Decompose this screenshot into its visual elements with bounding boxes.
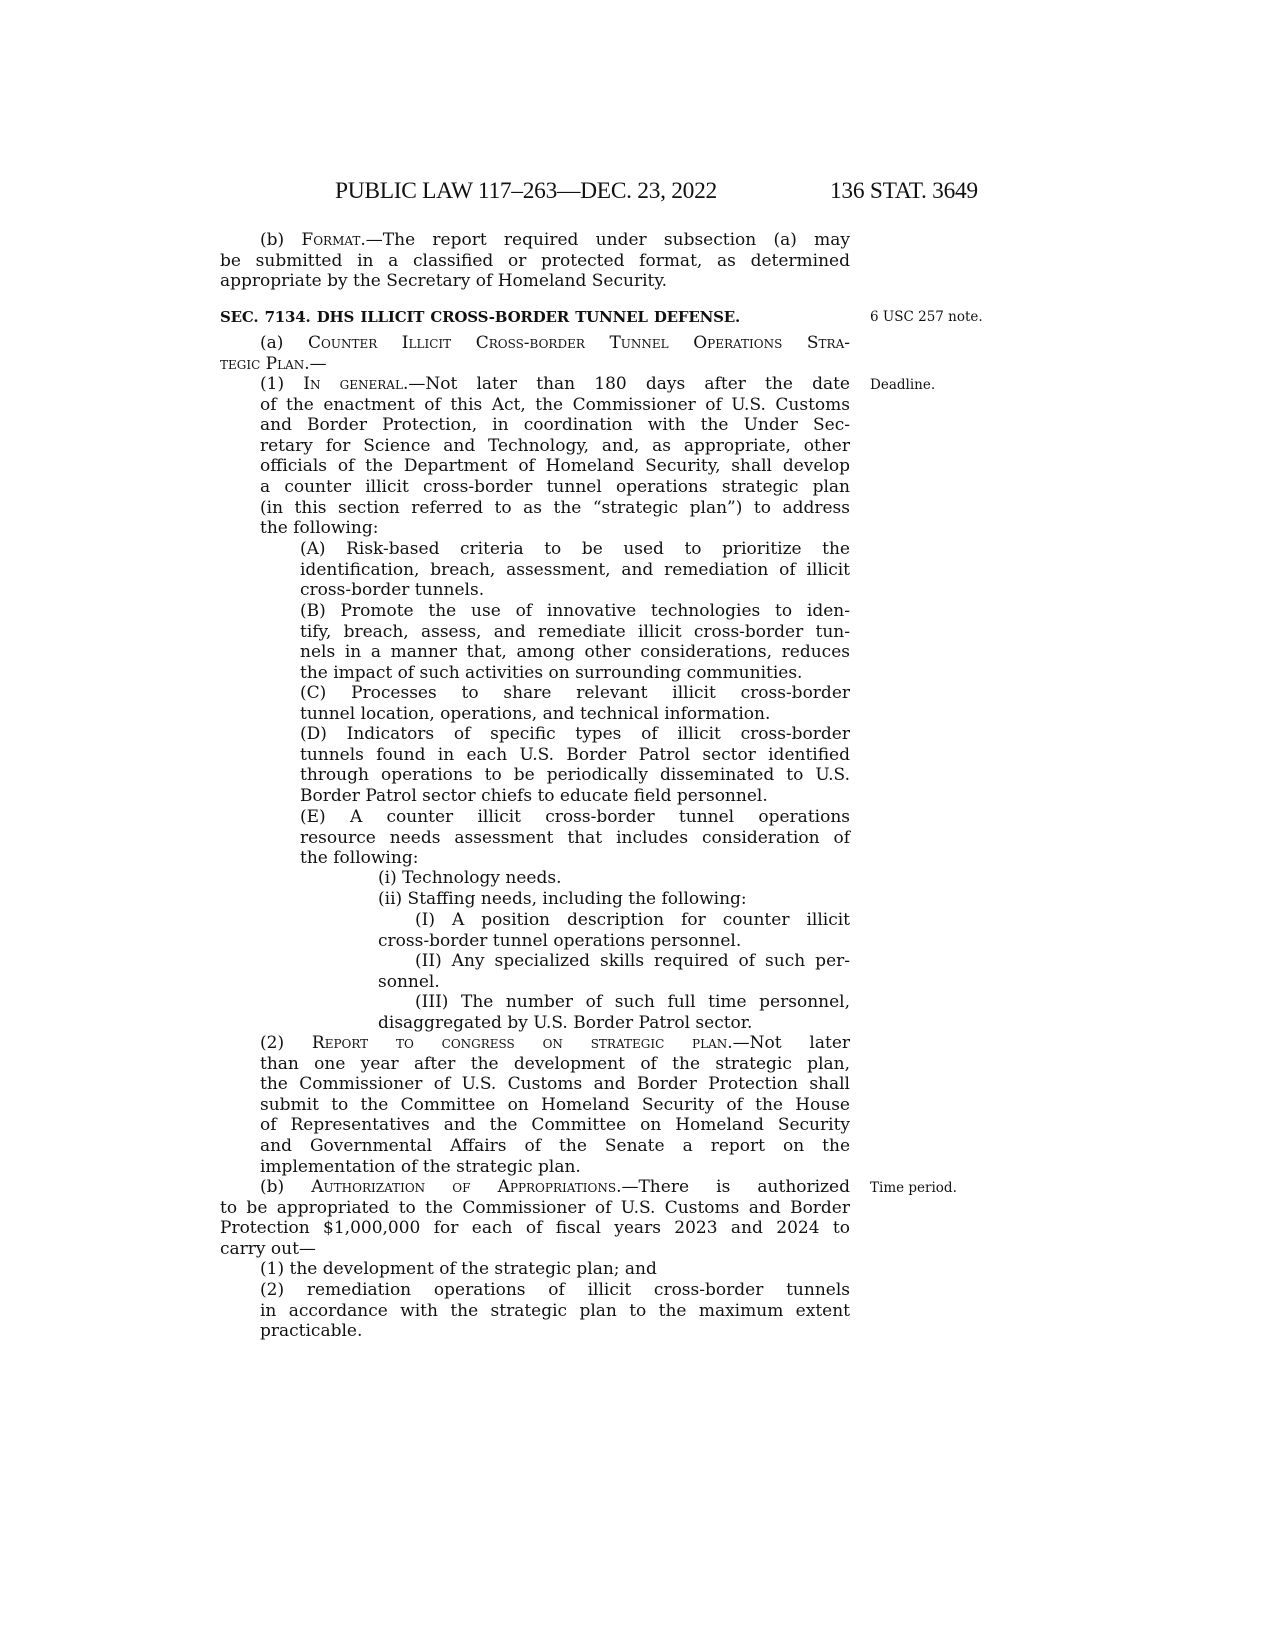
text-segment: a counter illicit cross-border tunnel operations strategic plan (260, 477, 850, 497)
text-line (220, 251, 850, 272)
text-line (260, 395, 850, 416)
text-line (378, 931, 850, 952)
margin-note-time-period: Time period. (870, 1180, 957, 1196)
text-segment: (D) Indicators of specific types of illicit cross-border (300, 724, 850, 744)
text-line (300, 848, 850, 869)
text-line (300, 580, 850, 601)
text-line (260, 498, 850, 519)
text-segment: (A) Risk-based criteria to be used to prioritize the (300, 539, 850, 559)
text-segment: practicable. (260, 1321, 363, 1342)
text-segment: carry out— (220, 1238, 316, 1259)
text-line (260, 1157, 850, 1178)
text-line (300, 642, 850, 663)
text-segment: tunnel location, operations, and technical information. (300, 703, 771, 724)
text-segment: tunnels found in each U.S. Border Patrol sector identified (300, 744, 850, 765)
text-line (260, 374, 850, 395)
text-line (300, 622, 850, 643)
text-line (300, 807, 850, 828)
text-line (260, 333, 850, 354)
text-segment: tify, breach, assess, and remediate illicit cross-border tun- (300, 621, 850, 642)
text-segment: (1) the development of the strategic plan; and (260, 1259, 657, 1279)
text-segment: .—There is authorized (616, 1177, 850, 1197)
text-segment: the Commissioner of U.S. Customs and Border Protection shall (260, 1074, 850, 1095)
text-segment: (II) Any specialized skills required of such per- (415, 951, 850, 971)
text-line (260, 1074, 850, 1095)
text-segment: to be appropriated to the Commissioner of U.S. Customs and Border (220, 1197, 850, 1218)
text-segment: (1) (260, 374, 304, 394)
text-line (378, 889, 850, 910)
text-line (415, 951, 850, 972)
page-header-stat-number: 136 STAT. 3649 (830, 178, 978, 203)
text-line (300, 724, 850, 745)
section-title: SEC. 7134. DHS ILLICIT CROSS-BORDER TUNNEL DEFENSE. (220, 308, 740, 326)
text-line (220, 354, 850, 375)
text-line (260, 518, 850, 539)
text-line (260, 477, 850, 498)
text-segment: cross-border tunnels. (300, 580, 485, 601)
text-line (220, 1239, 850, 1260)
text-line (300, 786, 850, 807)
margin-note-usc: 6 USC 257 note. (870, 309, 983, 325)
text-segment: (b) (260, 1177, 312, 1197)
small-caps-heading: Counter Illicit Cross-border Tunnel Operations Stra- (307, 333, 850, 353)
text-segment: the following: (260, 518, 379, 539)
text-segment: and Governmental Affairs of the Senate a report on the (260, 1136, 850, 1156)
text-segment: retary for Science and Technology, and, as appropriate, other (260, 435, 850, 456)
text-line (300, 745, 850, 766)
text-segment: implementation of the strategic plan. (260, 1156, 581, 1177)
margin-note-deadline: Deadline. (870, 377, 936, 393)
text-segment: sonnel. (378, 971, 440, 992)
text-segment: .—Not later (727, 1033, 851, 1053)
small-caps-heading: tegic Plan (220, 353, 305, 374)
text-line (260, 436, 850, 457)
text-line (378, 1013, 850, 1034)
text-segment: resource needs assessment that includes consideration of (300, 827, 850, 848)
text-segment: (b) (260, 230, 302, 250)
text-line (260, 1177, 850, 1198)
text-line (300, 704, 850, 725)
text-line (378, 868, 850, 889)
text-segment: through operations to be periodically disseminated to U.S. (300, 765, 850, 786)
text-segment: (a) (260, 333, 308, 353)
text-line (220, 1198, 850, 1219)
text-segment: (B) Promote the use of innovative technologies to iden- (300, 601, 850, 621)
text-segment: officials of the Department of Homeland Security, shall develop (260, 456, 850, 477)
text-segment: submit to the Committee on Homeland Security of the House (260, 1094, 850, 1115)
text-line (378, 972, 850, 993)
text-segment: (2) (260, 1033, 312, 1053)
text-segment: of the enactment of this Act, the Commissioner of U.S. Customs (260, 394, 850, 415)
text-segment: (ii) Staffing needs, including the following: (378, 889, 747, 909)
text-segment: (III) The number of such full time personnel, (415, 992, 850, 1012)
text-line (220, 271, 850, 292)
text-line (260, 1321, 850, 1342)
text-line (415, 910, 850, 931)
text-line (260, 1054, 850, 1075)
text-segment: in accordance with the strategic plan to the maximum extent (260, 1300, 850, 1321)
page-header-title: PUBLIC LAW 117–263—DEC. 23, 2022 (335, 178, 717, 203)
text-line (260, 1033, 850, 1054)
text-segment: the impact of such activities on surrounding communities. (300, 662, 803, 683)
text-line (260, 1259, 850, 1280)
small-caps-heading: Authorization of Appropriations (311, 1177, 617, 1197)
text-segment: than one year after the development of the strategic plan, (260, 1053, 850, 1074)
text-segment: Protection $1,000,000 for each of fiscal years 2023 and 2024 to (220, 1218, 850, 1239)
text-segment: disaggregated by U.S. Border Patrol sector. (378, 1012, 753, 1033)
text-segment: of Representatives and the Committee on Homeland Security (260, 1115, 850, 1136)
text-segment: identification, breach, assessment, and remediation of illicit (300, 559, 850, 580)
text-line (260, 1301, 850, 1322)
small-caps-heading: In general (303, 374, 403, 394)
text-segment: .— (304, 353, 327, 374)
text-line (300, 683, 850, 704)
text-line (300, 663, 850, 684)
text-line (260, 415, 850, 436)
text-line (300, 539, 850, 560)
text-segment: .—Not later than 180 days after the date (402, 374, 850, 394)
text-line (300, 765, 850, 786)
text-segment: the following: (300, 848, 419, 869)
text-line (260, 1280, 850, 1301)
text-segment: (I) A position description for counter illicit (415, 910, 850, 930)
text-line (300, 560, 850, 581)
text-segment: (i) Technology needs. (378, 868, 562, 888)
text-segment: (in this section referred to as the “strategic plan”) to address (260, 497, 850, 518)
text-line (220, 1218, 850, 1239)
text-segment: and Border Protection, in coordination with the Under Sec- (260, 415, 850, 436)
text-line (260, 1115, 850, 1136)
text-line (415, 992, 850, 1013)
text-segment: nels in a manner that, among other considerations, reduces (300, 642, 850, 663)
small-caps-heading: Report to congress on strategic plan (311, 1033, 728, 1053)
section-heading (220, 307, 740, 328)
text-line (260, 230, 850, 251)
text-segment: be submitted in a classified or protected format, as determined (220, 250, 850, 271)
text-line (260, 456, 850, 477)
text-segment: Border Patrol sector chiefs to educate field personnel. (300, 785, 768, 806)
text-line (300, 601, 850, 622)
text-segment: cross-border tunnel operations personnel. (378, 930, 742, 951)
text-line (260, 1095, 850, 1116)
text-segment: (C) Processes to share relevant illicit cross-border (300, 683, 850, 703)
text-line (300, 828, 850, 849)
text-segment: (2) remediation operations of illicit cross-border tunnels (260, 1280, 850, 1300)
text-line (260, 1136, 850, 1157)
text-segment: .—The report required under subsection (a) may (360, 230, 850, 250)
text-segment: appropriate by the Secretary of Homeland Security. (220, 271, 668, 292)
small-caps-heading: Format (301, 230, 361, 250)
text-segment: (E) A counter illicit cross-border tunnel operations (300, 807, 850, 827)
